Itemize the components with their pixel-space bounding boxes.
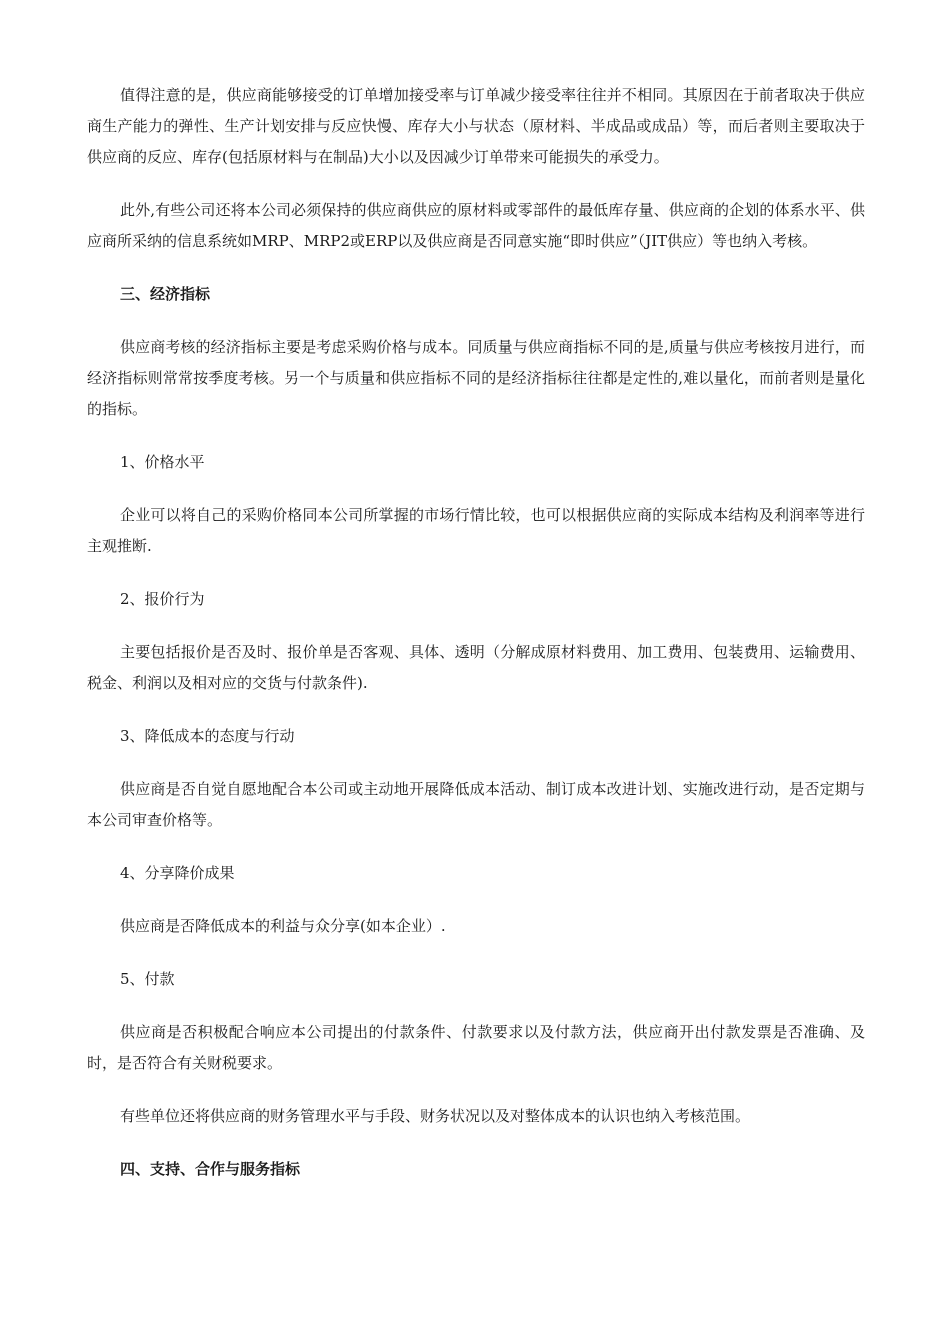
subheading-cost-reduction: 3、降低成本的态度与行动 [120, 727, 295, 745]
paragraph-order-acceptance: 值得注意的是，供应商能够接受的订单增加接受率与订单减少接受率往往并不相同。其原因在于前者取决于供应商生产能力的弹性、生产计划安排与反应快慢、库存大小与状态（原材料、半成品或成品）等，而后者则主要取决于供应商的反应、库存(包括原材料与在制品)大小以及因减少订单带来可能损失的承受力。 [87, 86, 865, 166]
subheading-price-level: 1、价格水平 [120, 453, 205, 471]
paragraph-share-savings: 供应商是否降低成本的利益与众分享(如本企业）. [120, 917, 446, 935]
paragraph-quotation-behavior: 主要包括报价是否及时、报价单是否客观、具体、透明（分解成原材料费用、加工费用、包装费用、运输费用、税金、利润以及相对应的交货与付款条件). [87, 643, 865, 692]
subheading-share-savings: 4、分享降价成果 [120, 864, 235, 882]
paragraph-payment: 供应商是否积极配合响应本公司提出的付款条件、付款要求以及付款方法，供应商开出付款发票是否准确、及时，是否符合有关财税要求。 [87, 1023, 865, 1072]
paragraph-other-criteria: 此外,有些公司还将本公司必须保持的供应商供应的原材料或零部件的最低库存量、供应商的企划的体系水平、供应商所采纳的信息系统如MRP、MRP2或ERP以及供应商是否同意实施“即时供应”（JIT供应）等也纳入考核。 [87, 201, 865, 250]
subheading-payment: 5、付款 [120, 970, 175, 988]
paragraph-economic-indicators: 供应商考核的经济指标主要是考虑采购价格与成本。同质量与供应商指标不同的是,质量与供应考核按月进行，而经济指标则常常按季度考核。另一个与质量和供应指标不同的是经济指标往往都是定性的,难以量化，而前者则是量化的指标。 [87, 338, 865, 418]
section-heading-support-cooperation: 四、支持、合作与服务指标 [120, 1160, 301, 1178]
subheading-quotation-behavior: 2、报价行为 [120, 590, 205, 608]
paragraph-cost-reduction: 供应商是否自觉自愿地配合本公司或主动地开展降低成本活动、制订成本改进计划、实施改进行动，是否定期与本公司审查价格等。 [87, 780, 865, 829]
document-page [87, 80, 865, 1185]
paragraph-price-level: 企业可以将自己的采购价格同本公司所掌握的市场行情比较，也可以根据供应商的实际成本结构及利润率等进行主观推断. [87, 506, 865, 555]
paragraph-financial-management: 有些单位还将供应商的财务管理水平与手段、财务状况以及对整体成本的认识也纳入考核范围。 [120, 1107, 751, 1125]
section-heading-economic-indicators: 三、经济指标 [120, 285, 211, 303]
